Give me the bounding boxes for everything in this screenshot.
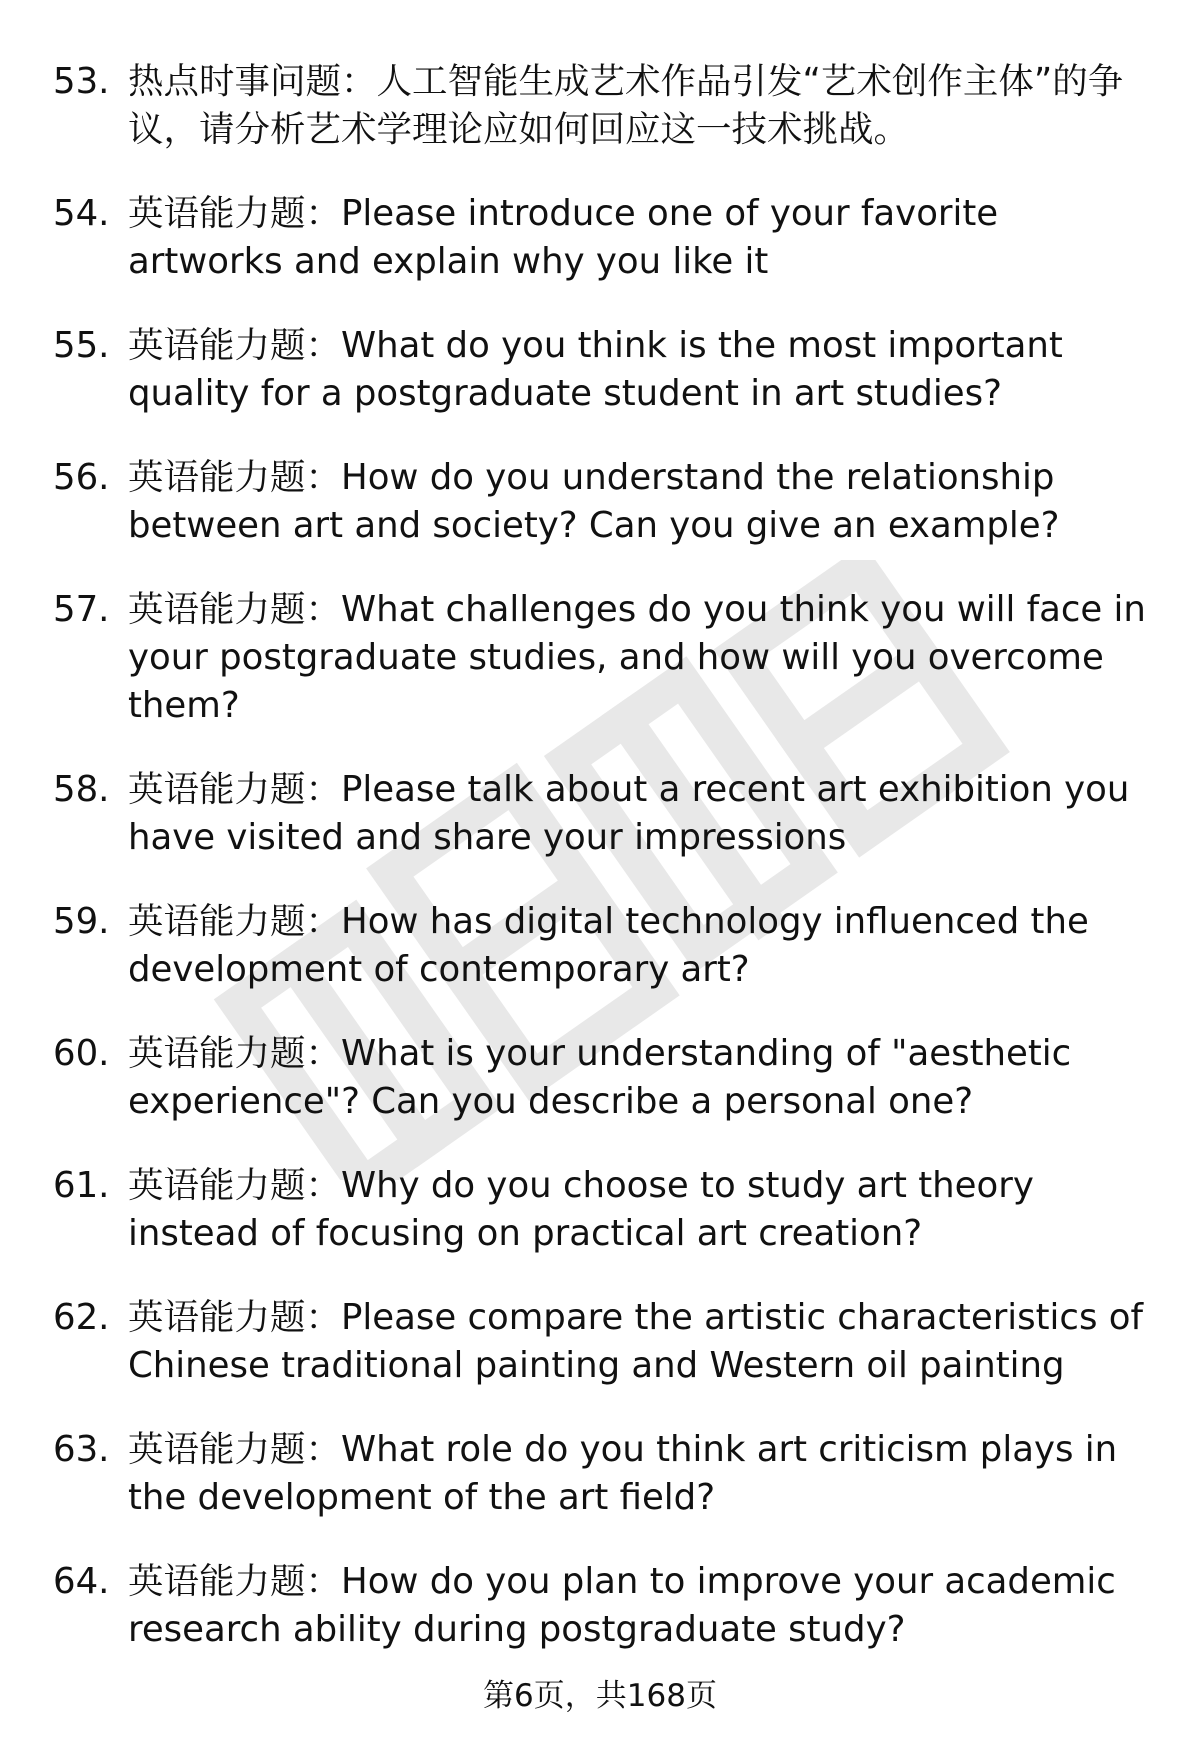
question-item [0, 586, 1200, 730]
question-number: 60. [53, 1033, 110, 1074]
question-item [0, 58, 1200, 154]
question-text: 英语能力题：What role do you think art criticism plays in the development of the art field? [128, 1429, 1118, 1518]
question-list [0, 58, 1200, 1690]
question-number: 64. [53, 1561, 110, 1602]
question-number: 54. [53, 193, 110, 234]
question-text: 英语能力题：Please talk about a recent art exhibition you have visited and share your impressions [128, 769, 1130, 858]
question-item [0, 190, 1200, 286]
question-text: 英语能力题：Please introduce one of your favorite artworks and explain why you like it [128, 193, 999, 282]
question-text: 英语能力题：Please compare the artistic characteristics of Chinese traditional painting and Western oil painting [128, 1297, 1143, 1386]
question-item [0, 766, 1200, 862]
question-number: 58. [53, 769, 110, 810]
question-number: 56. [53, 457, 110, 498]
question-item [0, 454, 1200, 550]
page-footer: 第6页，共168页 [483, 1678, 717, 1714]
question-item [0, 1558, 1200, 1654]
question-item [0, 1294, 1200, 1390]
question-number: 55. [53, 325, 110, 366]
question-item [0, 1030, 1200, 1126]
question-text: 英语能力题：What do you think is the most important quality for a postgraduate student in art studies? [128, 325, 1063, 414]
question-item [0, 1162, 1200, 1258]
question-number: 62. [53, 1297, 110, 1338]
question-text: 英语能力题：How do you plan to improve your academic research ability during postgraduate study? [128, 1561, 1116, 1650]
question-text: 英语能力题：What is your understanding of "aesthetic experience"? Can you describe a personal one? [128, 1033, 1072, 1122]
question-text: 英语能力题：How do you understand the relationship between art and society? Can you give an example? [128, 457, 1060, 546]
question-text: 英语能力题：How has digital technology influenced the development of contemporary art? [128, 901, 1089, 990]
question-number: 59. [53, 901, 110, 942]
question-number: 57. [53, 589, 110, 630]
question-item [0, 898, 1200, 994]
question-text: 热点时事问题：人工智能生成艺术作品引发“艺术创作主体”的争议，请分析艺术学理论应如何回应这一技术挑战。 [128, 61, 1124, 150]
question-item [0, 1426, 1200, 1522]
question-number: 61. [53, 1165, 110, 1206]
question-text: 英语能力题：What challenges do you think you will face in your postgraduate studies, and how will you overcome them? [128, 589, 1146, 726]
question-item [0, 322, 1200, 418]
question-text: 英语能力题：Why do you choose to study art theory instead of focusing on practical art creation? [128, 1165, 1034, 1254]
question-number: 53. [53, 61, 110, 102]
question-number: 63. [53, 1429, 110, 1470]
